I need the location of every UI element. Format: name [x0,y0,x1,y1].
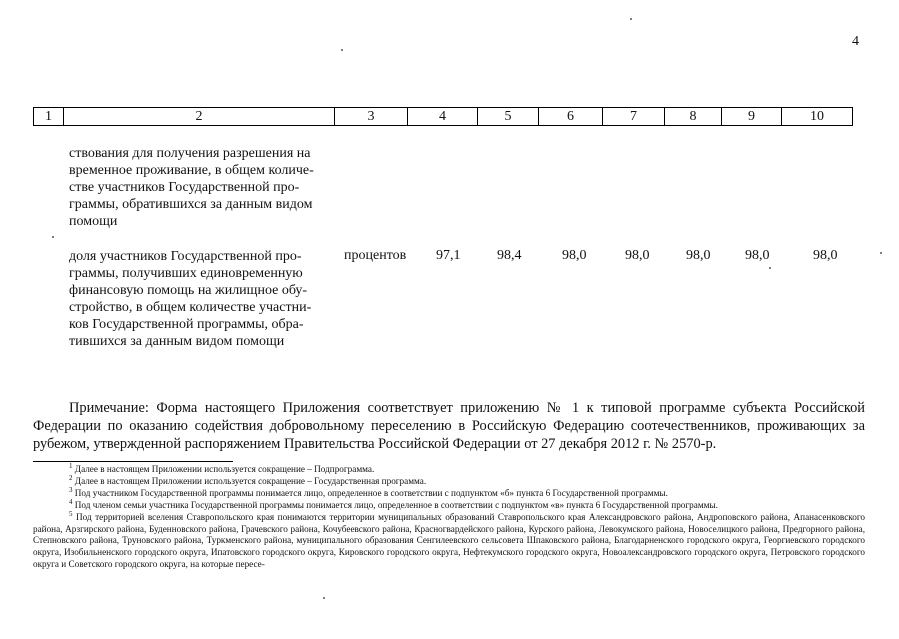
footnote [33,485,865,500]
indicator-cell-row-2 [69,248,337,350]
footnote-text: Под членом семьи участника Государственной программы понимается лицо, определенное в соответствии с подпунктом «в» пункта 6 Государственной программы. [74,499,718,510]
indicator-cell-row-1 [69,145,337,230]
scan-speck [341,49,343,51]
footnotes [33,461,865,571]
value-cell: 98,0 [686,248,711,263]
indicator-line: финансовую помощь на жилищное обу- [69,283,308,298]
footnote-text: Далее в настоящем Приложении используется сокращение – Государственная программа. [74,475,427,486]
footnote-mark: 4 [69,497,73,506]
footnote-mark: 1 [69,461,73,470]
value-cell: 98,0 [562,248,587,263]
footnote [33,461,865,476]
column-number: 9 [722,108,782,126]
footnote [33,497,865,512]
indicator-line: стве участников Государственной про- [69,180,300,195]
column-number: 2 [64,108,335,126]
scan-speck [52,236,54,238]
column-number: 8 [665,108,722,126]
indicator-line: временное проживание, в общем количе- [69,163,314,178]
column-number: 1 [34,108,64,126]
column-number: 7 [603,108,665,126]
footnote-mark: 2 [69,473,73,482]
scan-speck [323,597,325,599]
scan-speck [630,18,632,20]
footnote-text: Далее в настоящем Приложении используется сокращение – Подпрограмма. [74,464,375,474]
column-number-header [33,107,853,126]
footnote [33,509,865,572]
indicator-line: стройство, в общем количестве участни- [69,300,312,315]
indicator-line: ков Государственной программы, обра- [69,317,304,332]
value-cell: 98,4 [497,248,522,263]
indicator-line: граммы, получивших единовременную [69,266,303,281]
value-cell: 98,0 [813,248,838,263]
note-paragraph: Примечание: Форма настоящего Приложения соответствует приложению № 1 к типовой программе субъекта Российской Федерации по оказанию содействия добровольному переселению в Российскую Федерацию соотечественников, проживающих за рубежом, утвержденной распоряжением Правительства Российской Федерации от 27 декабря 2012 г. № 2570-р. [33,400,865,452]
indicator-line: доля участников Государственной про- [69,249,302,264]
indicator-line: граммы, обратившихся за данным видом [69,197,313,212]
footnote-separator [33,461,233,462]
scan-speck [769,267,771,269]
value-cell: 97,1 [436,248,461,263]
page-number: 4 [852,34,859,49]
indicator-line: тившихся за данным видом помощи [69,334,285,349]
footnote-mark: 3 [69,485,73,494]
column-number: 4 [408,108,478,126]
footnote-mark: 5 [69,509,73,518]
column-number: 6 [539,108,603,126]
scan-speck [880,252,882,254]
unit-cell: процентов [344,248,407,263]
indicator-line: помощи [69,214,118,229]
column-number: 3 [335,108,408,126]
indicator-line: ствования для получения разрешения на [69,146,311,161]
value-cell: 98,0 [745,248,770,263]
value-cell: 98,0 [625,248,650,263]
column-number: 5 [478,108,539,126]
footnote [33,473,865,488]
footnote-text: Под территорией вселения Ставропольского края понимаются территории муниципальных образований Ставропольского края Александровского района, Андроповского района, Апанасенковского района, Арзгирского района, Буденновского района, Грачевского района, Кочубеевского района, Красногвардейского района, Курского района, Левокумского района, Новоселицкого района, Предгорного района, Степновского района, Труновского района, Туркменского района, муниципального образования Сенгилеевского сельсовета Шпаковского района, Благодарненского городского округа, Георгиевского городского округа, Изобильненского городского округа, Ипатовского городского округа, Кировского городского округа, Нефтекумского городского округа, Новоалександровского городского округа, Петровского городского округа и Советского городского округа, на которые пересе- [33,511,865,570]
footnote-text: Под участником Государственной программы понимается лицо, определенное в соответствии с подпунктом «б» пункта 6 Государственной программы. [74,487,668,498]
column-number: 10 [782,108,853,126]
